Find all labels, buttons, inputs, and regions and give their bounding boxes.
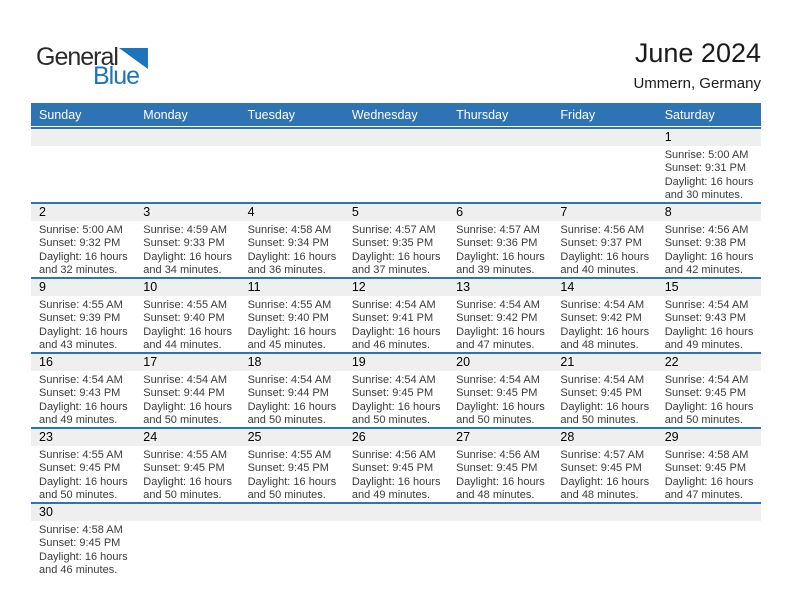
day-cell	[31, 204, 135, 277]
sunrise-text: Sunrise: 4:54 AM	[456, 374, 540, 386]
daylight-text: Daylight: 16 hours	[664, 175, 754, 188]
day-details	[135, 296, 239, 353]
sunset-text: Sunset: 9:42 PM	[456, 312, 538, 325]
weekday-monday: Monday	[143, 107, 188, 122]
day-details	[31, 221, 135, 278]
day-number: 1	[657, 129, 761, 146]
sunrise-text: Sunrise: 4:56 AM	[560, 224, 645, 236]
day-details	[552, 146, 656, 149]
sunrise-text: Sunrise: 4:54 AM	[664, 374, 749, 386]
sunset-text: Sunset: 9:45 PM	[560, 462, 642, 475]
day-cell	[552, 429, 656, 502]
day-cell	[344, 354, 448, 427]
sunrise-text: Sunrise: 4:57 AM	[456, 224, 540, 236]
day-cell	[240, 354, 344, 427]
day-number: 9	[31, 279, 135, 296]
day-number: 30	[31, 504, 135, 521]
day-details	[448, 221, 552, 278]
empty-day-cell	[240, 129, 344, 202]
day-number: 26	[344, 429, 448, 446]
sunset-text: Sunset: 9:39 PM	[39, 312, 121, 325]
day-number	[448, 129, 552, 146]
daylight-text-cont: and 36 minutes.	[247, 264, 326, 277]
sunset-text: Sunset: 9:43 PM	[39, 387, 121, 400]
daylight-text-cont: and 46 minutes.	[39, 564, 118, 577]
sunset-text: Sunset: 9:45 PM	[664, 387, 747, 400]
day-cell	[31, 354, 135, 427]
day-details	[135, 446, 239, 503]
empty-day-cell	[240, 504, 344, 577]
day-number	[135, 129, 239, 146]
daylight-text: Daylight: 16 hours	[143, 400, 232, 413]
day-details	[552, 521, 656, 524]
day-cell	[657, 279, 761, 352]
sunset-text: Sunset: 9:45 PM	[664, 462, 747, 475]
day-number: 11	[240, 279, 344, 296]
day-details	[344, 221, 448, 278]
week-row	[31, 502, 761, 577]
daylight-text: Daylight: 16 hours	[351, 325, 441, 338]
day-number: 16	[31, 354, 135, 371]
day-number: 5	[344, 204, 448, 221]
day-number: 25	[240, 429, 344, 446]
sunrise-text: Sunrise: 4:56 AM	[351, 449, 436, 461]
sunset-text: Sunset: 9:44 PM	[143, 387, 225, 400]
daylight-text-cont: and 30 minutes.	[664, 189, 743, 202]
day-cell	[135, 429, 239, 502]
calendar-table	[31, 103, 761, 577]
daylight-text: Daylight: 16 hours	[560, 250, 650, 263]
day-cell	[552, 354, 656, 427]
sunrise-text: Sunrise: 4:55 AM	[247, 449, 332, 461]
sunrise-text: Sunrise: 4:58 AM	[247, 224, 332, 236]
logo-text-blue: Blue	[93, 62, 140, 90]
daylight-text: Daylight: 16 hours	[456, 325, 545, 338]
day-number: 22	[657, 354, 761, 371]
day-number: 29	[657, 429, 761, 446]
day-cell	[135, 279, 239, 352]
sunset-text: Sunset: 9:45 PM	[351, 387, 434, 400]
daylight-text-cont: and 42 minutes.	[664, 264, 743, 277]
day-cell	[240, 429, 344, 502]
day-details	[448, 371, 552, 428]
sunrise-text: Sunrise: 4:57 AM	[560, 449, 645, 461]
sunset-text: Sunset: 9:35 PM	[351, 237, 434, 250]
weekday-friday: Friday	[560, 107, 596, 122]
day-details	[344, 296, 448, 353]
sunset-text: Sunset: 9:31 PM	[664, 162, 747, 175]
daylight-text-cont: and 40 minutes.	[560, 264, 639, 277]
sunset-text: Sunset: 9:41 PM	[351, 312, 434, 325]
day-details	[135, 146, 239, 149]
daylight-text-cont: and 43 minutes.	[39, 339, 118, 352]
empty-day-cell	[344, 129, 448, 202]
day-number: 4	[240, 204, 344, 221]
daylight-text-cont: and 49 minutes.	[39, 414, 118, 427]
day-details	[240, 446, 344, 503]
day-number: 20	[448, 354, 552, 371]
daylight-text-cont: and 47 minutes.	[456, 339, 535, 352]
day-number: 2	[31, 204, 135, 221]
day-cell	[552, 204, 656, 277]
empty-day-cell	[135, 129, 239, 202]
sunrise-text: Sunrise: 4:54 AM	[143, 374, 228, 386]
day-details	[448, 521, 552, 524]
day-details	[344, 446, 448, 503]
daylight-text: Daylight: 16 hours	[560, 400, 650, 413]
day-number	[552, 504, 656, 521]
weekday-saturday: Saturday	[664, 107, 715, 122]
day-cell	[448, 354, 552, 427]
day-cell	[448, 204, 552, 277]
empty-day-cell	[552, 504, 656, 577]
day-details	[31, 146, 135, 149]
daylight-text-cont: and 48 minutes.	[456, 489, 535, 502]
empty-day-cell	[344, 504, 448, 577]
day-number	[344, 129, 448, 146]
day-details	[657, 371, 761, 428]
day-number	[31, 129, 135, 146]
sunrise-text: Sunrise: 4:56 AM	[664, 224, 749, 236]
daylight-text-cont: and 50 minutes.	[560, 414, 639, 427]
sunset-text: Sunset: 9:33 PM	[143, 237, 225, 250]
day-number: 21	[552, 354, 656, 371]
day-cell	[135, 204, 239, 277]
daylight-text-cont: and 50 minutes.	[664, 414, 743, 427]
daylight-text: Daylight: 16 hours	[39, 400, 128, 413]
daylight-text: Daylight: 16 hours	[664, 475, 754, 488]
day-number: 10	[135, 279, 239, 296]
sunrise-text: Sunrise: 4:54 AM	[560, 374, 645, 386]
day-details	[31, 296, 135, 353]
sunset-text: Sunset: 9:44 PM	[247, 387, 329, 400]
daylight-text-cont: and 50 minutes.	[456, 414, 535, 427]
day-cell	[657, 129, 761, 202]
week-row	[31, 127, 761, 202]
sunrise-text: Sunrise: 4:54 AM	[664, 299, 749, 311]
empty-day-cell	[657, 504, 761, 577]
daylight-text-cont: and 44 minutes.	[143, 339, 222, 352]
day-details	[552, 371, 656, 428]
week-row	[31, 427, 761, 502]
sunrise-text: Sunrise: 4:54 AM	[39, 374, 123, 386]
sunrise-text: Sunrise: 4:58 AM	[39, 524, 123, 536]
weekday-header-row	[31, 103, 761, 126]
empty-day-cell	[552, 129, 656, 202]
day-number: 24	[135, 429, 239, 446]
day-details	[657, 296, 761, 353]
daylight-text-cont: and 47 minutes.	[664, 489, 743, 502]
day-number	[240, 129, 344, 146]
daylight-text: Daylight: 16 hours	[143, 475, 232, 488]
day-details	[240, 146, 344, 149]
empty-day-cell	[31, 129, 135, 202]
day-details	[31, 521, 135, 578]
calendar-weeks	[31, 127, 761, 577]
day-details	[344, 521, 448, 524]
daylight-text-cont: and 46 minutes.	[351, 339, 431, 352]
daylight-text: Daylight: 16 hours	[456, 475, 545, 488]
daylight-text-cont: and 50 minutes.	[143, 414, 222, 427]
daylight-text: Daylight: 16 hours	[351, 475, 441, 488]
sunrise-text: Sunrise: 4:57 AM	[351, 224, 436, 236]
day-cell	[657, 354, 761, 427]
day-number: 15	[657, 279, 761, 296]
day-cell	[135, 354, 239, 427]
daylight-text: Daylight: 16 hours	[456, 250, 545, 263]
day-number	[657, 504, 761, 521]
daylight-text-cont: and 32 minutes.	[39, 264, 118, 277]
daylight-text-cont: and 50 minutes.	[143, 489, 222, 502]
sunrise-text: Sunrise: 5:00 AM	[664, 149, 749, 161]
daylight-text-cont: and 37 minutes.	[351, 264, 431, 277]
day-details	[552, 221, 656, 278]
weekday-sunday: Sunday	[39, 107, 82, 122]
sunset-text: Sunset: 9:45 PM	[560, 387, 642, 400]
day-cell	[344, 279, 448, 352]
day-details	[240, 371, 344, 428]
day-cell	[552, 279, 656, 352]
daylight-text-cont: and 45 minutes.	[247, 339, 326, 352]
day-details	[135, 521, 239, 524]
sunset-text: Sunset: 9:45 PM	[247, 462, 329, 475]
sunset-text: Sunset: 9:43 PM	[664, 312, 747, 325]
day-details	[657, 446, 761, 503]
daylight-text: Daylight: 16 hours	[560, 325, 650, 338]
day-number: 17	[135, 354, 239, 371]
daylight-text-cont: and 49 minutes.	[664, 339, 743, 352]
sunrise-text: Sunrise: 4:54 AM	[247, 374, 332, 386]
day-cell	[240, 279, 344, 352]
sunset-text: Sunset: 9:45 PM	[456, 462, 538, 475]
weekday-wednesday: Wednesday	[351, 107, 418, 122]
day-number: 19	[344, 354, 448, 371]
sunrise-text: Sunrise: 4:55 AM	[247, 299, 332, 311]
sunrise-text: Sunrise: 4:56 AM	[456, 449, 540, 461]
day-details	[344, 371, 448, 428]
day-cell	[31, 504, 135, 577]
day-details	[657, 146, 761, 203]
day-details	[657, 221, 761, 278]
sunset-text: Sunset: 9:45 PM	[456, 387, 538, 400]
daylight-text: Daylight: 16 hours	[39, 325, 128, 338]
day-number: 13	[448, 279, 552, 296]
daylight-text-cont: and 49 minutes.	[351, 489, 431, 502]
sunrise-text: Sunrise: 5:00 AM	[39, 224, 123, 236]
daylight-text: Daylight: 16 hours	[39, 250, 128, 263]
sunrise-text: Sunrise: 4:55 AM	[39, 449, 123, 461]
daylight-text-cont: and 48 minutes.	[560, 489, 639, 502]
empty-day-cell	[448, 129, 552, 202]
day-cell	[657, 204, 761, 277]
daylight-text-cont: and 34 minutes.	[143, 264, 222, 277]
sunrise-text: Sunrise: 4:55 AM	[143, 299, 228, 311]
logo-text-general: General	[36, 43, 118, 71]
day-cell	[344, 204, 448, 277]
daylight-text: Daylight: 16 hours	[664, 400, 754, 413]
day-number: 7	[552, 204, 656, 221]
sunrise-text: Sunrise: 4:59 AM	[143, 224, 228, 236]
day-details	[552, 296, 656, 353]
daylight-text-cont: and 50 minutes.	[39, 489, 118, 502]
daylight-text: Daylight: 16 hours	[143, 250, 232, 263]
day-cell	[344, 429, 448, 502]
day-details	[240, 221, 344, 278]
sunrise-text: Sunrise: 4:54 AM	[351, 374, 436, 386]
sunrise-text: Sunrise: 4:54 AM	[456, 299, 540, 311]
sunset-text: Sunset: 9:36 PM	[456, 237, 538, 250]
day-details	[240, 521, 344, 524]
day-cell	[31, 279, 135, 352]
daylight-text: Daylight: 16 hours	[351, 250, 441, 263]
empty-day-cell	[135, 504, 239, 577]
sunrise-text: Sunrise: 4:54 AM	[560, 299, 645, 311]
sunset-text: Sunset: 9:45 PM	[39, 462, 121, 475]
day-number: 8	[657, 204, 761, 221]
day-cell	[448, 429, 552, 502]
day-details	[344, 146, 448, 149]
day-number: 3	[135, 204, 239, 221]
day-number: 14	[552, 279, 656, 296]
daylight-text-cont: and 50 minutes.	[351, 414, 431, 427]
sunset-text: Sunset: 9:45 PM	[351, 462, 434, 475]
day-cell	[657, 429, 761, 502]
general-blue-logo	[36, 44, 166, 89]
daylight-text: Daylight: 16 hours	[247, 400, 337, 413]
daylight-text: Daylight: 16 hours	[39, 550, 128, 563]
sunrise-text: Sunrise: 4:55 AM	[39, 299, 123, 311]
daylight-text: Daylight: 16 hours	[143, 325, 232, 338]
daylight-text: Daylight: 16 hours	[664, 250, 754, 263]
day-details	[135, 371, 239, 428]
weekday-thursday: Thursday	[456, 107, 509, 122]
daylight-text-cont: and 48 minutes.	[560, 339, 639, 352]
location-subtitle: Ummern, Germany	[633, 75, 761, 92]
daylight-text: Daylight: 16 hours	[456, 400, 545, 413]
sunset-text: Sunset: 9:32 PM	[39, 237, 121, 250]
day-details	[448, 296, 552, 353]
sunset-text: Sunset: 9:40 PM	[143, 312, 225, 325]
sunrise-text: Sunrise: 4:55 AM	[143, 449, 228, 461]
day-number: 23	[31, 429, 135, 446]
day-number: 27	[448, 429, 552, 446]
day-details	[31, 371, 135, 428]
sunset-text: Sunset: 9:45 PM	[143, 462, 225, 475]
sunset-text: Sunset: 9:45 PM	[39, 537, 121, 550]
day-details	[448, 146, 552, 149]
sunrise-text: Sunrise: 4:54 AM	[351, 299, 436, 311]
sunset-text: Sunset: 9:37 PM	[560, 237, 642, 250]
daylight-text: Daylight: 16 hours	[351, 400, 441, 413]
month-year-title: June 2024	[634, 38, 761, 68]
day-number	[448, 504, 552, 521]
day-number	[344, 504, 448, 521]
daylight-text-cont: and 50 minutes.	[247, 414, 326, 427]
day-number: 28	[552, 429, 656, 446]
week-row	[31, 202, 761, 277]
day-number: 12	[344, 279, 448, 296]
day-details	[240, 296, 344, 353]
week-row	[31, 277, 761, 352]
day-number: 6	[448, 204, 552, 221]
week-row	[31, 352, 761, 427]
day-cell	[31, 429, 135, 502]
daylight-text: Daylight: 16 hours	[664, 325, 754, 338]
daylight-text: Daylight: 16 hours	[560, 475, 650, 488]
title-block	[633, 38, 761, 92]
sunset-text: Sunset: 9:40 PM	[247, 312, 329, 325]
daylight-text-cont: and 39 minutes.	[456, 264, 535, 277]
day-details	[657, 521, 761, 524]
day-details	[31, 446, 135, 503]
daylight-text-cont: and 50 minutes.	[247, 489, 326, 502]
day-details	[552, 446, 656, 503]
sunrise-text: Sunrise: 4:58 AM	[664, 449, 749, 461]
sunset-text: Sunset: 9:42 PM	[560, 312, 642, 325]
day-number: 18	[240, 354, 344, 371]
day-cell	[448, 279, 552, 352]
day-details	[135, 221, 239, 278]
sunset-text: Sunset: 9:34 PM	[247, 237, 329, 250]
daylight-text: Daylight: 16 hours	[39, 475, 128, 488]
weekday-tuesday: Tuesday	[247, 107, 296, 122]
day-number	[240, 504, 344, 521]
daylight-text: Daylight: 16 hours	[247, 475, 337, 488]
day-details	[448, 446, 552, 503]
day-cell	[240, 204, 344, 277]
empty-day-cell	[448, 504, 552, 577]
daylight-text: Daylight: 16 hours	[247, 325, 337, 338]
daylight-text: Daylight: 16 hours	[247, 250, 337, 263]
sunset-text: Sunset: 9:38 PM	[664, 237, 747, 250]
day-number	[135, 504, 239, 521]
day-number	[552, 129, 656, 146]
